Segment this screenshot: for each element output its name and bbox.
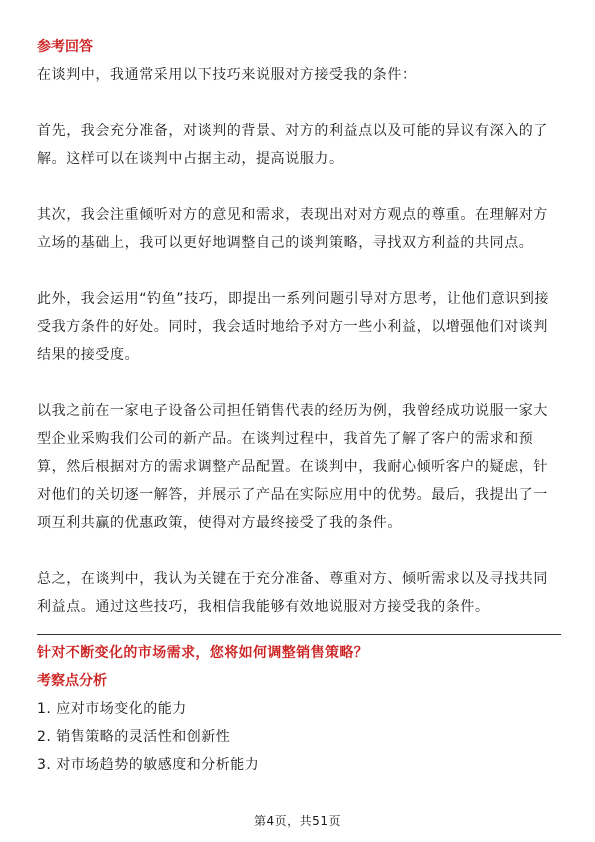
reference-answer-heading: 参考回答 [37, 39, 93, 55]
page-number-footer: 第4页，共51页 [254, 814, 341, 828]
answer-paragraph-fishing-technique: 此外，我会运用“钓鱼”技巧，即提出一系列问题引导对方思考，让他们意识到接受我方条件的好处。同时，我会适时地给予对方一些小利益，以增强他们对谈判结果的接受度。 [37, 291, 550, 363]
answer-paragraph-listening: 其次，我会注重倾听对方的意见和需求，表现出对对方观点的尊重。在理解对方立场的基础上，我可以更好地调整自己的谈判策略，寻找双方利益的共同点。 [37, 207, 548, 251]
analysis-points-list [37, 695, 561, 779]
document-page [37, 37, 561, 779]
answer-paragraph-summary: 总之，在谈判中，我认为关键在于充分准备、尊重对方、倾听需求以及寻找共同利益点。通过这些技巧，我相信我能够有效地说服对方接受我的条件。 [37, 571, 548, 615]
answer-paragraph-intro: 在谈判中，我通常采用以下技巧来说服对方接受我的条件： [37, 67, 417, 83]
section-divider [37, 634, 561, 635]
question-title: 针对不断变化的市场需求，您将如何调整销售策略？ [37, 645, 369, 661]
analysis-heading: 考察点分析 [37, 673, 107, 689]
analysis-point: 3. 对市场趋势的敏感度和分析能力 [37, 757, 260, 773]
analysis-point: 2. 销售策略的灵活性和创新性 [37, 729, 231, 745]
answer-paragraph-example: 以我之前在一家电子设备公司担任销售代表的经历为例，我曾经成功说服一家大型企业采购我们公司的新产品。在谈判过程中，我首先了解了客户的需求和预算，然后根据对方的需求调整产品配置。在谈判中，我耐心倾听客户的疑虑，针对他们的关切逐一解答，并展示了产品在实际应用中的优势。最后，我提出了一项互利共赢的优惠政策，使得对方最终接受了我的条件。 [37, 403, 548, 531]
answer-paragraph-preparation: 首先，我会充分准备，对谈判的背景、对方的利益点以及可能的异议有深入的了解。这样可以在谈判中占据主动，提高说服力。 [37, 123, 548, 167]
analysis-point: 1. 应对市场变化的能力 [37, 701, 187, 717]
